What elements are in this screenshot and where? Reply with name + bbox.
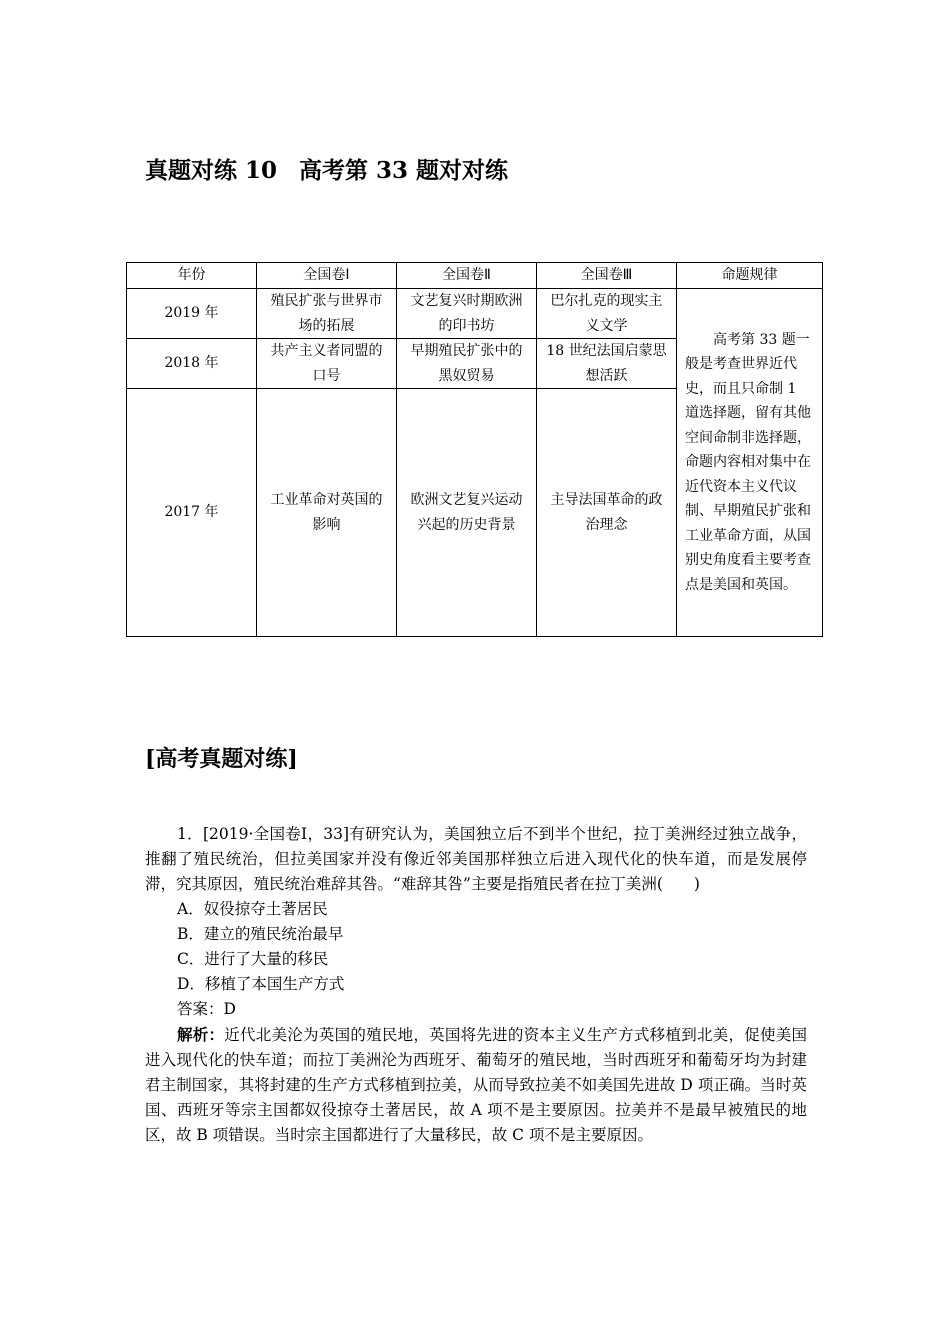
- cell-paper-3: 18 世纪法国启蒙思想活跃: [537, 339, 677, 389]
- header-paper-1: 全国卷Ⅰ: [257, 263, 397, 289]
- answer-label: 答案：: [177, 1000, 224, 1018]
- analysis-text: 近代北美沦为英国的殖民地，英国将先进的资本主义生产方式移植到北美，促使美国进入现代化的快车道；而拉丁美洲沦为西班牙、葡萄牙的殖民地，当时西班牙和葡萄牙均为封建君主制国家，其将封建的生产方式移植到拉美，从而导致拉美不如美国先进故 D 项正确。当时英国、西班牙等宗主国都奴役掠夺土著居民，故 A 项不是主要原因。拉美并不是最早被殖民的地区，故 B 项错误。当时宗主国都进行了大量移民，故 C 项不是主要原因。: [145, 1026, 807, 1144]
- cell-year: 2017 年: [127, 389, 257, 637]
- answer-value: D: [223, 1000, 236, 1018]
- cell-paper-3: 主导法国革命的政治理念: [537, 389, 677, 637]
- option-d: D．移植了本国生产方式: [177, 975, 345, 993]
- title-series: 真题对练 10: [145, 157, 278, 184]
- rule-text: 高考第 33 题一般是考查世界近代史，而且只命制 1 道选择题，留有其他空间命制非选择题，命题内容相对集中在近代资本主义代议制、早期殖民扩张和工业革命方面，从国别史角度看主要考查点是美国和英国。: [685, 331, 811, 593]
- cell-paper-1: 共产主义者同盟的口号: [257, 339, 397, 389]
- table-header-row: [127, 263, 823, 289]
- cell-paper-1: 殖民扩张与世界市场的拓展: [257, 289, 397, 339]
- analysis-label: 解析：: [177, 1025, 225, 1044]
- cell-paper-2: 早期殖民扩张中的黑奴贸易: [397, 339, 537, 389]
- option-b: B．建立的殖民统治最早: [177, 925, 344, 943]
- cell-paper-2: 文艺复兴时期欧洲的印书坊: [397, 289, 537, 339]
- cell-rule: [677, 289, 823, 637]
- answer-line: [145, 997, 807, 1022]
- table-row: [127, 289, 823, 339]
- header-paper-2: 全国卷Ⅱ: [397, 263, 537, 289]
- section-heading: [高考真题对练]: [145, 746, 298, 772]
- cell-paper-1: 工业革命对英国的影响: [257, 389, 397, 637]
- analysis-paragraph: [145, 1022, 807, 1148]
- header-rule: 命题规律: [677, 263, 823, 289]
- exam-summary-table: [126, 262, 823, 637]
- cell-paper-3: 巴尔扎克的现实主义文学: [537, 289, 677, 339]
- question-stem: 1．[2019·全国卷Ⅰ，33]有研究认为，美国独立后不到半个世纪，拉丁美洲经过独立战争，推翻了殖民统治，但拉美国家并没有像近邻美国那样独立后进入现代化的快车道，而是发展停滞，究其原因，殖民统治难辞其咎。“难辞其咎”主要是指殖民者在拉丁美洲( ): [145, 825, 807, 893]
- option-a: A．奴役掠夺土著居民: [177, 900, 328, 918]
- cell-year: 2019 年: [127, 289, 257, 339]
- cell-year: 2018 年: [127, 339, 257, 389]
- question-block: [145, 822, 807, 1148]
- header-year: 年份: [127, 263, 257, 289]
- option-c: C．进行了大量的移民: [177, 950, 329, 968]
- title-topic: 高考第 33 题对对练: [299, 157, 509, 184]
- cell-paper-2: 欧洲文艺复兴运动兴起的历史背景: [397, 389, 537, 637]
- page-title: [145, 152, 508, 185]
- header-paper-3: 全国卷Ⅲ: [537, 263, 677, 289]
